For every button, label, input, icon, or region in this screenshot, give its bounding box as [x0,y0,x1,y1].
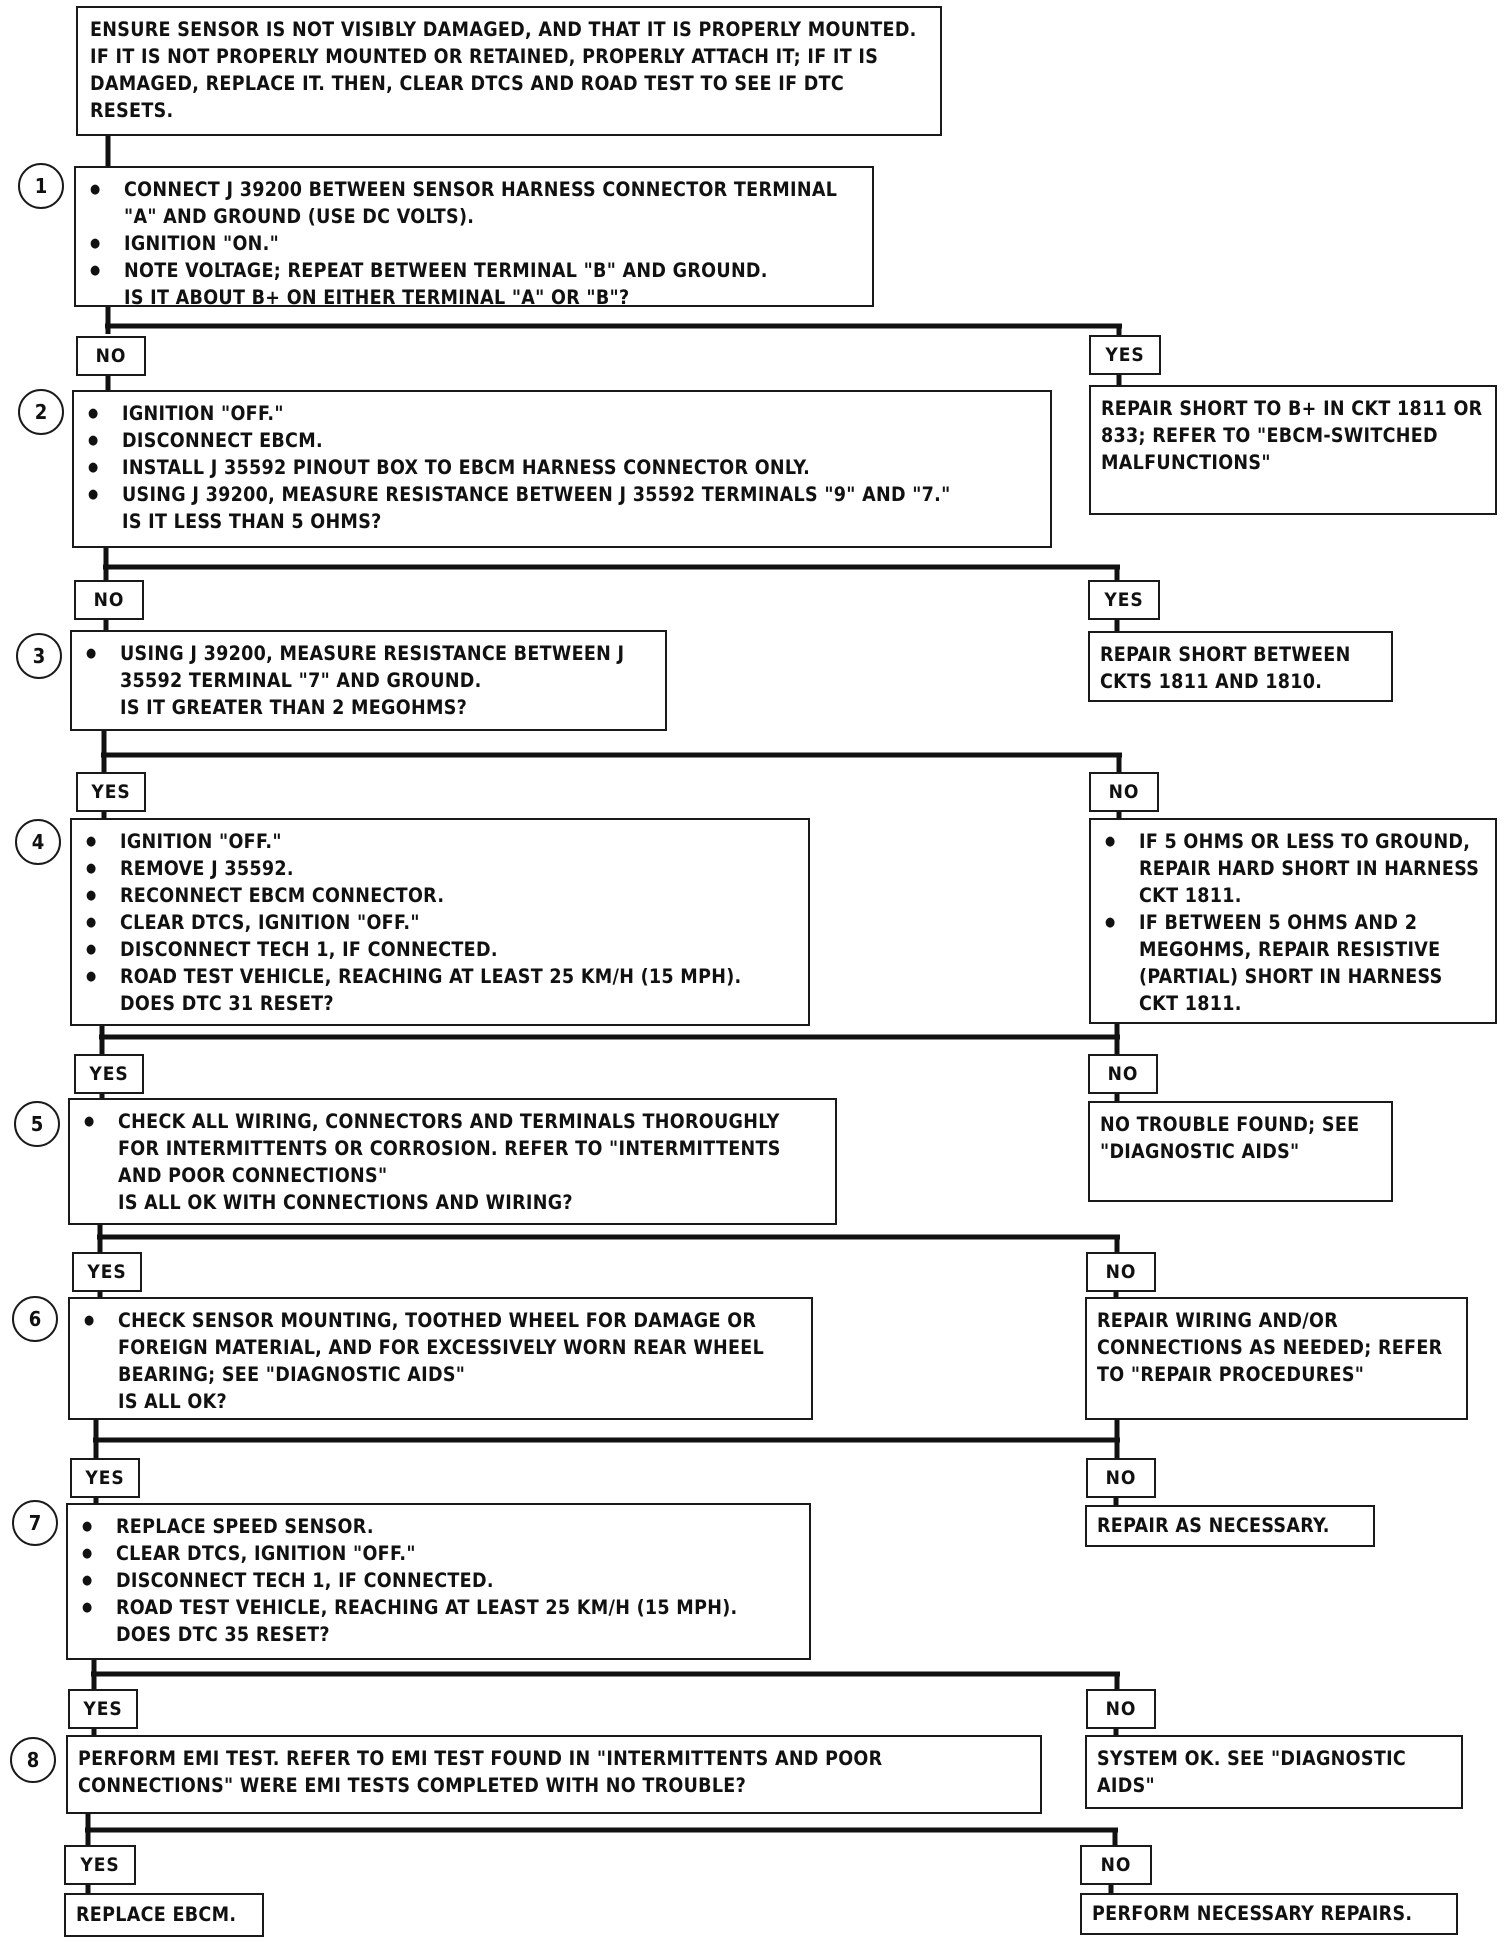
step-4-box [70,818,810,1026]
step-1-question: IS IT ABOUT B+ ON EITHER TERMINAL "A" OR "B"? [124,286,630,309]
step-8-no-label: NO [1080,1845,1152,1885]
step-2-bullet-2: ● DISCONNECT EBCM. [84,427,1040,454]
step-7-box [66,1503,811,1660]
step-4-bullet-1: ● IGNITION "OFF." [82,828,798,855]
step-4-bullet-5: ● DISCONNECT TECH 1, IF CONNECTED. [82,936,798,963]
step-7-bullet-4: ● ROAD TEST VEHICLE, REACHING AT LEAST 25 KM/H (15 MPH). [78,1594,799,1621]
step-5-bullet-1: ● CHECK ALL WIRING, CONNECTORS AND TERMINALS THOROUGHLY FOR INTERMITTENTS OR CORROSION. REFER TO "INTERMITTENTS AND POOR CONNECTIONS" [80,1108,825,1189]
step-3-no-label: NO [1089,772,1159,812]
step-4-bullet-2: ● REMOVE J 35592. [82,855,798,882]
step-4-no-label: NO [1088,1054,1158,1094]
step-number-1: 1 [18,163,64,209]
step-7-no-text: SYSTEM OK. SEE "DIAGNOSTIC AIDS" [1097,1747,1407,1797]
step-1-yes-result [1089,385,1497,515]
step-8-text: PERFORM EMI TEST. REFER TO EMI TEST FOUND IN "INTERMITTENTS AND POOR CONNECTIONS" WERE EMI TESTS COMPLETED WITH NO TROUBLE? [78,1747,883,1797]
step-4-bullet-6: ● ROAD TEST VEHICLE, REACHING AT LEAST 25 KM/H (15 MPH). [82,963,798,990]
step-6-no-result [1085,1505,1375,1547]
step-5-no-label: NO [1086,1252,1156,1292]
step-number-5: 5 [14,1101,60,1147]
step-4-bullet-4: ● CLEAR DTCS, IGNITION "OFF." [82,909,798,936]
step-2-yes-label: YES [1088,580,1160,620]
step-2-bullet-4: ● USING J 39200, MEASURE RESISTANCE BETWEEN J 35592 TERMINALS "9" AND "7." [84,481,1040,508]
step-8-yes-text: REPLACE EBCM. [76,1903,237,1926]
step-7-bullets [78,1513,799,1621]
step-7-no-label: NO [1086,1689,1156,1729]
step-4-no-text: NO TROUBLE FOUND; SEE "DIAGNOSTIC AIDS" [1100,1113,1360,1163]
step-2-bullet-3: ● INSTALL J 35592 PINOUT BOX TO EBCM HARNESS CONNECTOR ONLY. [84,454,1040,481]
step-2-bullets [84,400,1040,508]
step-2-box [72,390,1052,548]
step-2-yes-result [1088,631,1393,702]
step-5-yes-label: YES [72,1252,142,1292]
step-2-no-label: NO [74,580,144,620]
step-4-question: DOES DTC 31 RESET? [120,992,334,1015]
step-1-box [74,166,874,307]
step-3-no-bullet-2: ● IF BETWEEN 5 OHMS AND 2 MEGOHMS, REPAIR RESISTIVE (PARTIAL) SHORT IN HARNESS CKT 1811. [1101,909,1485,1017]
step-2-bullet-1: ● IGNITION "OFF." [84,400,1040,427]
step-5-no-result [1085,1297,1468,1420]
step-1-bullet-1: ● CONNECT J 39200 BETWEEN SENSOR HARNESS CONNECTOR TERMINAL "A" AND GROUND (USE DC VOLTS). [86,176,862,230]
step-8-no-result [1080,1893,1458,1935]
step-number-3: 3 [16,633,62,679]
step-number-4: 4 [15,819,61,865]
step-4-bullets [82,828,798,990]
step-8-yes-result [64,1893,264,1937]
step-7-yes-label: YES [68,1689,138,1729]
step-3-no-bullet-1: ● IF 5 OHMS OR LESS TO GROUND, REPAIR HARD SHORT IN HARNESS CKT 1811. [1101,828,1485,909]
step-6-bullets [80,1307,801,1388]
step-3-yes-label: YES [76,772,146,812]
step-8-yes-label: YES [64,1845,136,1885]
step-1-bullet-2: ● IGNITION "ON." [86,230,862,257]
step-2-yes-text: REPAIR SHORT BETWEEN CKTS 1811 AND 1810. [1100,643,1351,693]
intro-box [76,6,942,136]
step-6-bullet-1: ● CHECK SENSOR MOUNTING, TOOTHED WHEEL FOR DAMAGE OR FOREIGN MATERIAL, AND FOR EXCESSIVELY WORN REAR WHEEL BEARING; SEE "DIAGNOSTIC AIDS" [80,1307,801,1388]
step-7-bullet-1: ● REPLACE SPEED SENSOR. [78,1513,799,1540]
step-8-box [66,1735,1042,1814]
step-1-yes-text: REPAIR SHORT TO B+ IN CKT 1811 OR 833; REFER TO "EBCM-SWITCHED MALFUNCTIONS" [1101,397,1483,474]
step-1-yes-label: YES [1089,335,1161,375]
step-7-question: DOES DTC 35 RESET? [116,1623,330,1646]
step-6-no-label: NO [1086,1458,1156,1498]
step-6-yes-label: YES [70,1458,140,1498]
step-4-yes-label: YES [74,1054,144,1094]
step-2-question: IS IT LESS THAN 5 OHMS? [122,510,382,533]
step-7-bullet-2: ● CLEAR DTCS, IGNITION "OFF." [78,1540,799,1567]
step-7-no-result [1085,1735,1463,1809]
step-number-7: 7 [12,1500,58,1546]
step-5-bullets [80,1108,825,1189]
step-3-question: IS IT GREATER THAN 2 MEGOHMS? [120,696,468,719]
step-1-bullet-3: ● NOTE VOLTAGE; REPEAT BETWEEN TERMINAL "B" AND GROUND. [86,257,862,284]
step-3-no-result [1089,818,1497,1024]
step-1-no-label: NO [76,336,146,376]
step-6-box [68,1297,813,1420]
step-number-6: 6 [12,1296,58,1342]
step-number-8: 8 [10,1737,56,1783]
step-3-no-bullets [1101,828,1485,1017]
step-8-no-text: PERFORM NECESSARY REPAIRS. [1092,1902,1413,1925]
step-3-box [70,630,667,731]
step-3-bullet-1: ● USING J 39200, MEASURE RESISTANCE BETWEEN J 35592 TERMINAL "7" AND GROUND. [82,640,655,694]
step-6-question: IS ALL OK? [118,1390,227,1413]
step-7-bullet-3: ● DISCONNECT TECH 1, IF CONNECTED. [78,1567,799,1594]
step-3-bullets [82,640,655,694]
step-5-box [68,1098,837,1225]
step-4-no-result [1088,1101,1393,1202]
step-5-question: IS ALL OK WITH CONNECTIONS AND WIRING? [118,1191,573,1214]
step-5-no-text: REPAIR WIRING AND/OR CONNECTIONS AS NEEDED; REFER TO "REPAIR PROCEDURES" [1097,1309,1443,1386]
step-1-bullets [86,176,862,284]
step-number-2: 2 [18,389,64,435]
intro-text: ENSURE SENSOR IS NOT VISIBLY DAMAGED, AND THAT IT IS PROPERLY MOUNTED. IF IT IS NOT PROPERLY MOUNTED OR RETAINED, PROPERLY ATTACH IT; IF IT IS DAMAGED, REPLACE IT. THEN, CLEAR DTCS AND ROAD TEST TO SEE IF DTC RESETS. [90,18,917,122]
step-6-no-text: REPAIR AS NECESSARY. [1097,1514,1330,1537]
step-4-bullet-3: ● RECONNECT EBCM CONNECTOR. [82,882,798,909]
